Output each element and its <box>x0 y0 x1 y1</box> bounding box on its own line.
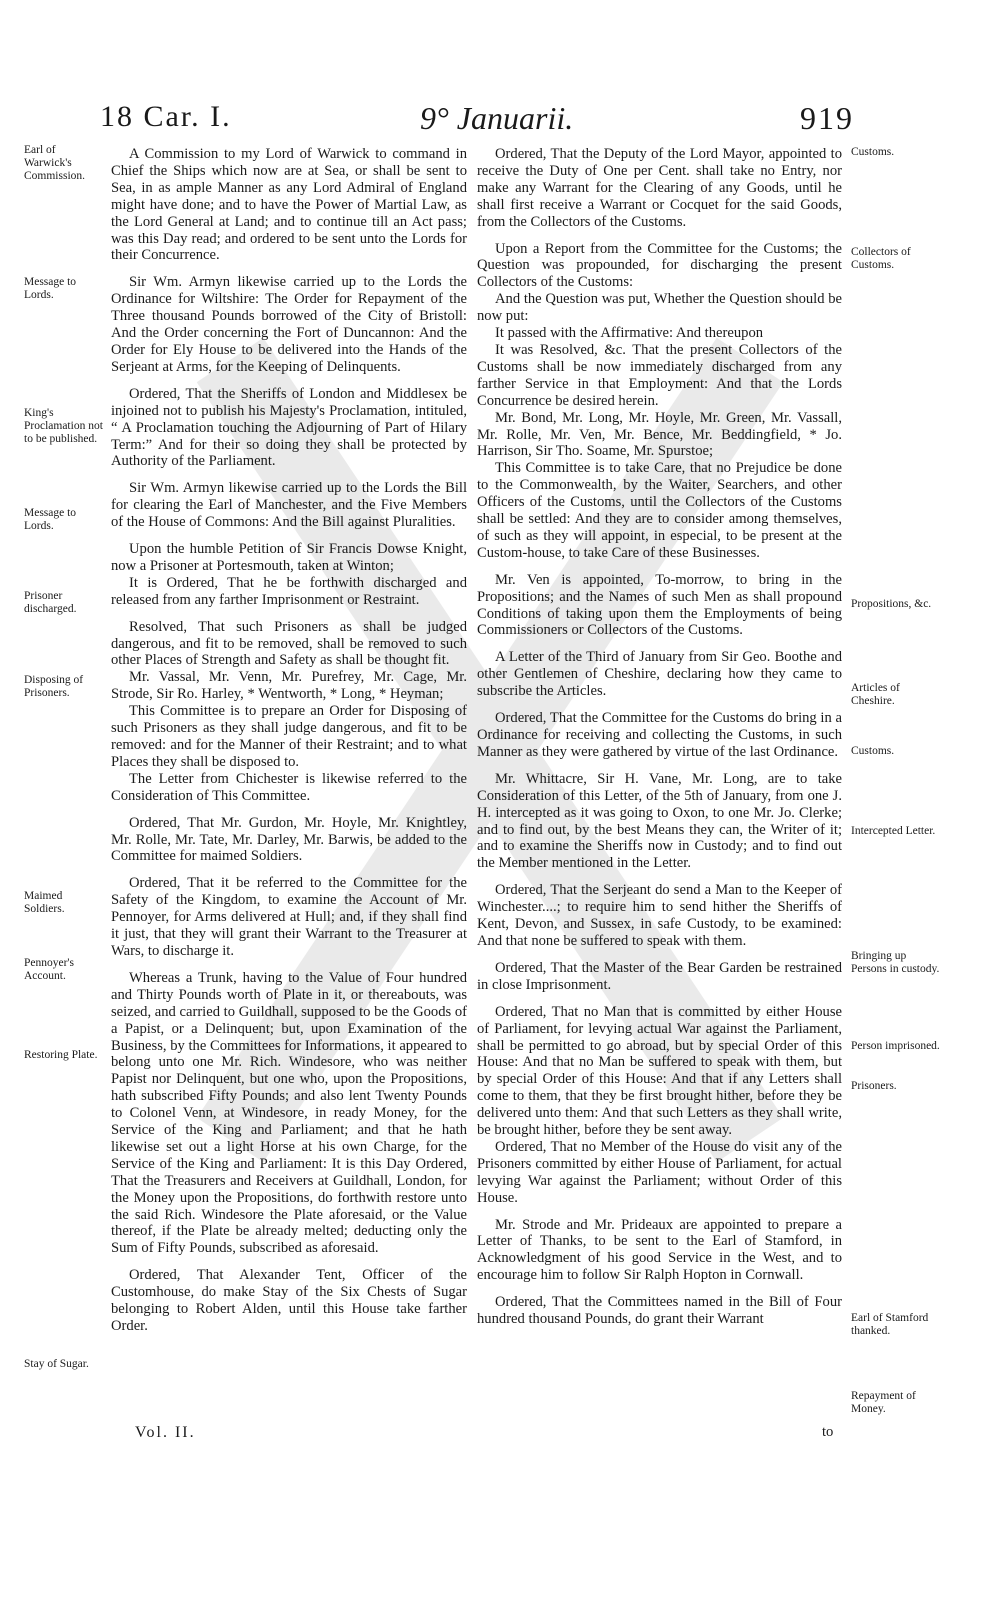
paragraph: Mr. Ven is appointed, To-morrow, to bring in the Propositions; and the Names of such Men as shall propound Conditions of taking upon them the Employments of being Commissioners or Collectors of the Customs. <box>477 571 842 639</box>
margin-note: Prisoner discharged. <box>24 590 77 615</box>
paragraph: And the Question was put, Whether the Question should be now put: <box>477 291 842 325</box>
page-header-left: 18 Car. I. <box>100 100 232 133</box>
paragraph: Ordered, That no Man that is committed by either House of Parliament, for levying actual War against the Parliament, shall be permitted to go abroad, but by special Order of this House: And that no Man be suffered to speak with them, but by special Order of this House: And that if any Letters shall come to them, that they be first brought hither, before they be delivered unto them: And that such Letters as they shall write, be brought hither, before they be sent away. <box>477 1003 842 1139</box>
margin-note: Customs. <box>851 745 895 757</box>
margin-note: Customs. <box>851 146 895 158</box>
paragraph: Ordered, That it be referred to the Committee for the Safety of the Kingdom, to examine the Account of Mr. Pennoyer, for Arms delivered at Hull; and, if they shall find it just, that they will grant their Warrant to the Treasurer at Wars, to discharge it. <box>111 875 467 959</box>
margin-note: Message to Lords. <box>24 276 77 301</box>
paragraph: Ordered, That the Master of the Bear Garden be restrained in close Imprisonment. <box>477 959 842 993</box>
margin-note: Articles of Cheshire. <box>851 682 900 707</box>
margin-note: Repayment of Money. <box>851 1390 916 1415</box>
margin-note: King's Proclamation not to be published. <box>24 407 103 445</box>
paragraph: Upon the humble Petition of Sir Francis Dowse Knight, now a Prisoner at Portesmouth, taken at Winton; <box>111 541 467 574</box>
margin-note: Bringing up Persons in custody. <box>851 950 940 975</box>
margin-note: Propositions, &c. <box>851 598 932 610</box>
margin-note: Message to Lords. <box>24 507 77 532</box>
margin-note: Prisoners. <box>851 1080 897 1092</box>
margin-note: Maimed Soldiers. <box>24 890 65 915</box>
paragraph: This Committee is to prepare an Order for Disposing of such Prisoners as they shall judge dangerous, and fit to be removed: and for the Manner of their Restraint; and to what Places they shall be disposed to. <box>111 703 467 770</box>
paragraph: Mr. Strode and Mr. Prideaux are appointed to prepare a Letter of Thanks, to be sent to the Earl of Stamford, in Acknowledgment of his good Service in the West, and to encourage him to follow Sir Ralph Hopton in Cornwall. <box>477 1216 842 1284</box>
paragraph: It passed with the Affirmative: And thereupon <box>495 325 764 342</box>
paragraph: Upon a Report from the Committee for the Customs; the Question was propounded, for discharging the present Collectors of the Customs: <box>477 240 842 291</box>
paragraph: A Commission to my Lord of Warwick to command in Chief the Ships which now are at Sea, or shall be sent to Sea, in as ample Manner as any Lord Admiral of England might have done; and to have the Power of Martial Law, as the Lord General at Land; and to continue till an Act pass; was this Day read; and ordered to be sent unto the Lords for their Concurrence. <box>111 146 467 264</box>
catchword: to <box>822 1424 834 1440</box>
committee-names: Mr. Bond, Mr. Long, Mr. Hoyle, Mr. Green, Mr. Vassall, Mr. Rolle, Mr. Ven, Mr. Bence, Mr. Beddingfield, * Jo. Harrison, Sir Tho. Soame, Mr. Spurstoe; <box>477 409 842 460</box>
left-column <box>111 146 467 1345</box>
right-column <box>477 146 842 1328</box>
margin-note: Restoring Plate. <box>24 1049 98 1061</box>
margin-note: Earl of Stamford thanked. <box>851 1312 929 1337</box>
margin-note: Disposing of Prisoners. <box>24 674 84 699</box>
paragraph: Ordered, That the Sheriffs of London and Middlesex be injoined not to publish his Majesty's Proclamation, intituled, “ A Proclamation touching the Adjourning of Part of Hilary Term:” And for their so doing they shall be protected by Authority of the Parliament. <box>111 385 467 470</box>
margin-note: Earl of Warwick's Commission. <box>24 144 86 182</box>
paragraph: This Committee is to take Care, that no Prejudice be done to the Commonwealth, by the Waiter, Searchers, and other Officers of the Customs, until the Collectors of the Customs shall be settled: And they are to consider among themselves, of such as they will appoint, in especial, to be present at the Custom-house, to take Care of these Businesses. <box>477 460 842 561</box>
committee-names: Mr. Vassal, Mr. Venn, Mr. Purefrey, Mr. Cage, Mr. Strode, Sir Ro. Harley, * Wentworth, * Long, * Heyman; <box>111 669 467 703</box>
paragraph: Sir Wm. Armyn likewise carried up to the Lords the Ordinance for Wiltshire: The Order for Repayment of the Three thousand Pounds borrowed of the City of Bristoll: And the Order concerning the Fort of Duncannon: And the Order for Ely House to be delivered into the Hands of the Serjeant at Arms, for the Keeping of Delinquents. <box>111 274 467 375</box>
paragraph: It is Ordered, That he be forthwith discharged and released from any farther Imprisonment or Restraint. <box>111 574 467 608</box>
page-header-date: 9° Januarii. <box>420 100 574 136</box>
paragraph: Ordered, That the Deputy of the Lord Mayor, appointed to receive the Duty of One per Cent. shall take no Entry, nor make any Warrant for the Clearing of any Goods, until he shall first receive a Warrant or Cocquet for the said Goods, from the Collectors of the Customs. <box>477 146 842 230</box>
margin-note: Pennoyer's Account. <box>24 957 74 982</box>
margin-note: Collectors of Customs. <box>851 246 911 271</box>
paragraph: The Letter from Chichester is likewise referred to the Consideration of This Committee. <box>111 770 467 804</box>
paragraph: Resolved, That such Prisoners as shall be judged dangerous, and fit to be removed, shall be removed to such other Places of Strength and Safety as shall be thought fit. <box>111 618 467 669</box>
paragraph: Ordered, That no Member of the House do visit any of the Prisoners committed by either House of Parliament, for actual levying War against the Parliament; without Order of this House. <box>477 1138 842 1206</box>
paragraph: Mr. Whittacre, Sir H. Vane, Mr. Long, are to take Consideration of this Letter, of the 5th of January, from one J. H. intercepted as it was going to Oxon, to one Mr. Jo. Clerke; and to find out, by the best Means they can, the Writer of it; and to examine the Sheriffs now in Custody; and to find out the Member mentioned in the Letter. <box>477 770 842 872</box>
volume-signature: Vol. II. <box>135 1424 196 1441</box>
margin-note: Person imprisoned. <box>851 1040 940 1052</box>
paragraph: Ordered, That the Committee for the Customs do bring in a Ordinance for receiving and collecting the Customs, in such Manner as they were gathered by virtue of the last Ordinance. <box>477 710 842 760</box>
margin-note: Intercepted Letter. <box>851 825 936 837</box>
paragraph: Whereas a Trunk, having to the Value of Four hundred and Thirty Pounds worth of Plate in it, or thereabouts, was seized, and carried to Guildhall, supposed to be the Goods of a Papist, or a Delinquent; but, upon Examination of the Business, by the Committees for Informations, it appeared to belong unto one Mr. Rich. Windesore, who was neither Papist nor Delinquent, but one who, upon the Propositions, hath subscribed Fifty Pounds; and also lent Twenty Pounds to Colonel Venn, at Windesore, in ready Money, for the Service of the King and Parliament; and that he hath likewise set out a light Horse at his own Charge, for the Service of the King and Parliament: It is this Day Ordered, That the Treasurers and Receivers at Guildhall, London, for the Money upon the Propositions, do forthwith restore unto the said Rich. Windesore the Plate aforesaid, or the Value thereof, if the Plate be already melted; deducting only the Sum of Fifty Pounds, subscribed as aforesaid. <box>111 969 467 1257</box>
page-number: 919 <box>800 100 854 136</box>
paragraph: Sir Wm. Armyn likewise carried up to the Lords the Bill for clearing the Earl of Manchester, and the Five Members of the House of Commons: And the Bill against Pluralities. <box>111 480 467 531</box>
paragraph: It was Resolved, &c. That the present Collectors of the Customs shall be now immediately discharged from any farther Service in that Employment: And that the Lords Concurrence be desired herein. <box>477 341 842 409</box>
paragraph: Ordered, That Mr. Gurdon, Mr. Hoyle, Mr. Knightley, Mr. Rolle, Mr. Tate, Mr. Darley, Mr. Barwis, be added to the Committee for maimed Soldiers. <box>111 814 467 865</box>
paragraph: Ordered, That the Committees named in the Bill of Four hundred thousand Pounds, do grant their Warrant <box>477 1294 842 1328</box>
paragraph: Ordered, That Alexander Tent, Officer of the Customhouse, do make Stay of the Six Chests of Sugar belonging to Robert Alden, until this House take farther Order. <box>111 1267 467 1334</box>
margin-note: Stay of Sugar. <box>24 1358 89 1370</box>
paragraph: Ordered, That the Serjeant do send a Man to the Keeper of Winchester....; to require him to send hither the Sheriffs of Kent, Devon, and Sussex, in safe Custody, to be examined: And that none be suffered to speak with them. <box>477 882 842 949</box>
paragraph: A Letter of the Third of January from Sir Geo. Boothe and other Gentlemen of Cheshire, declaring how they came to subscribe the Articles. <box>477 649 842 700</box>
